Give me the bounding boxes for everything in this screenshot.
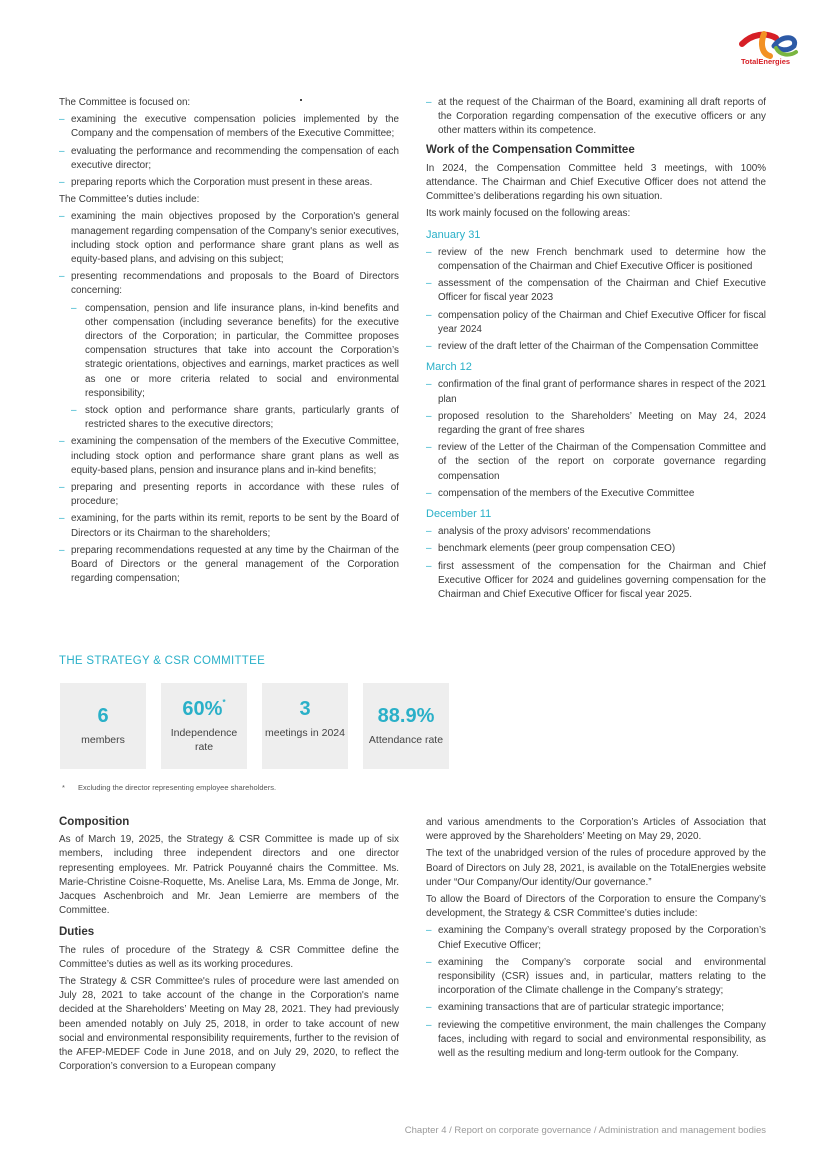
stat-value: 60%* xyxy=(182,698,226,720)
list-item: – assessment of the compensation of the Chairman and Chief Executive Officer for fiscal year 2023 xyxy=(426,277,766,305)
continued-list xyxy=(426,96,766,139)
duties-paragraph: The rules of procedure of the Strategy & CSR Committee define the Committee’s duties as well as its working procedures. xyxy=(59,944,399,970)
date-heading: January 31 xyxy=(426,228,481,241)
date-list xyxy=(426,246,766,354)
left-column-bottom xyxy=(59,815,399,1077)
section-title: THE STRATEGY & CSR COMMITTEE xyxy=(59,655,266,667)
list-item: – examining, for the parts within its remit, reports to be sent by the Board of Directors or its Chairman to the shareholders; xyxy=(59,512,399,540)
duties-paragraph: The Strategy & CSR Committee's rules of procedure were last amended on July 28, 2021 to take account of the change in the Corporation's name decided at the Shareholders’ Meeting on May 28, 2021. They had previously been amended notably on July 25, 2018, in order to take account of new social and environmental responsibility requirements, further to the revision of the AFEP-MEDEF Code in June 2018, and on July 29, 2020, to reflect the Corporation’s conversion to a European company xyxy=(59,976,399,1073)
focus-list xyxy=(59,113,399,190)
stat-value: 6 xyxy=(97,705,109,727)
composition-heading: Composition xyxy=(59,816,130,828)
duties-heading: Duties xyxy=(59,926,95,939)
list-item: – compensation of the members of the Executive Committee xyxy=(426,487,766,501)
work-heading: Work of the Compensation Committee xyxy=(426,143,635,156)
date-list xyxy=(426,525,766,602)
logo-wordmark: TotalEnergies xyxy=(741,57,791,66)
list-item: – preparing and presenting reports in accordance with these rules of procedure; xyxy=(59,481,399,509)
list-item: – examining the Company’s corporate social and environmental responsibility (CSR) issues and, in particular, matters relating to the incorporation of the Climate challenge in the Company’s strategy; xyxy=(426,956,766,999)
list-item: – benchmark elements (peer group compensation CEO) xyxy=(426,542,766,556)
duties-intro: The Committee’s duties include: xyxy=(59,194,200,206)
footnote-mark: * xyxy=(62,783,65,792)
list-item: – preparing reports which the Corporation must present in these areas. xyxy=(59,176,399,190)
list-item: – compensation policy of the Chairman and Chief Executive Officer for fiscal year 2024 xyxy=(426,309,766,337)
list-item: – at the request of the Chairman of the Board, examining all draft reports of the Corporation regarding compensation of the executive officers or any other matters within its competence. xyxy=(426,96,766,139)
list-item: – preparing recommendations requested at any time by the Chairman of the Board of Directors or the general management of the Corporation regarding compensation; xyxy=(59,544,399,587)
list-item: – review of the Letter of the Chairman of the Compensation Committee and of the section of the report on corporate governance regarding compensation xyxy=(426,441,766,484)
composition-paragraph: As of March 19, 2025, the Strategy & CSR Committee is made up of six members, including three independent directors and one director representing employees. Mr. Patrick Pouyanné chairs the Committee. Ms. Marie-Christine Coisne-Roquette, Ms. Anelise Lara, Ms. Emma de Jonge, Mr. Jacques Aschenbroich and Mr. Jean Lemierre are members of the Committee. xyxy=(59,834,399,917)
date-heading: March 12 xyxy=(426,361,472,374)
stat-card-independence xyxy=(161,683,247,769)
list-item: – review of the draft letter of the Chairman of the Compensation Committee xyxy=(426,340,766,354)
stat-card-attendance xyxy=(363,683,449,769)
work-paragraph: Its work mainly focused on the following areas: xyxy=(426,208,631,220)
right-column-bottom xyxy=(426,816,766,1064)
footnote xyxy=(62,783,276,792)
list-item-text: presenting recommendations and proposals to the Board of Directors concerning: xyxy=(71,271,399,297)
paragraph: The text of the unabridged version of the rules of procedure approved by the Board of Directors on July 28, 2021, is available on the TotalEnergies website under “Our Company/Our identity/Our governance.” xyxy=(426,848,766,888)
list-item: – review of the new French benchmark used to determine how the compensation of the Chairman and Chief Executive Officer is positioned xyxy=(426,246,766,274)
stat-label: Independence rate xyxy=(170,727,238,753)
left-column-top xyxy=(59,96,399,590)
date-list xyxy=(426,378,766,501)
stat-label: meetings in 2024 xyxy=(265,727,345,739)
list-item: – examining the main objectives proposed by the Corporation's general management regarding compensation of the Company's senior executives, including stock option and performance share grant plans as well as equity-based plans, and advising on this subject; xyxy=(59,210,399,267)
work-paragraph: In 2024, the Compensation Committee held 3 meetings, with 100% attendance. The Chairman and Chief Executive Officer does not attend the Committee’s deliberations regarding his own situation. xyxy=(426,162,766,203)
list-item: – proposed resolution to the Shareholders’ Meeting on May 24, 2024 regarding the grant of free shares xyxy=(426,410,766,438)
list-item: – examining transactions that are of particular strategic importance; xyxy=(426,1001,766,1015)
stat-value: 3 xyxy=(299,698,311,720)
stat-footnote-mark: * xyxy=(222,698,226,707)
list-item: – examining the executive compensation policies implemented by the Company and the compensation of members of the Executive Committee; xyxy=(59,113,399,141)
right-column-top xyxy=(426,96,766,605)
list-item xyxy=(59,270,399,432)
paragraph: To allow the Board of Directors of the Corporation to ensure the Company’s development, the Strategy & CSR Committee’s duties include: xyxy=(426,894,766,920)
stat-label: Attendance rate xyxy=(368,734,444,746)
strategy-duties-list xyxy=(426,924,766,1061)
intro-text: The Committee is focused on: xyxy=(59,97,191,108)
list-item: – analysis of the proxy advisors' recommendations xyxy=(426,525,766,539)
stat-value: 88.9% xyxy=(377,705,435,727)
stat-label: members xyxy=(81,734,125,746)
date-heading: December 11 xyxy=(426,508,492,521)
footnote-text: Excluding the director representing employee shareholders. xyxy=(78,783,277,792)
sub-list xyxy=(71,302,399,433)
list-item: – evaluating the performance and recommending the compensation of each executive director; xyxy=(59,145,399,173)
page-footer: Chapter 4 / Report on corporate governance / Administration and management bodies xyxy=(404,1125,766,1136)
stat-card-members xyxy=(60,683,146,769)
list-item: – examining the Company’s overall strategy proposed by the Corporation’s Chief Executive Officer; xyxy=(426,924,766,952)
duties-list xyxy=(59,210,399,586)
list-item: – reviewing the competitive environment, the main challenges the Company faces, including with regard to social and environmental responsibility, as well as the resulting medium and long-term outlook for the Company. xyxy=(426,1019,766,1062)
paragraph: and various amendments to the Corporation’s Articles of Association that were approved by the Shareholders’ Meeting on May 29, 2020. xyxy=(426,817,766,843)
sub-list-item: – compensation, pension and life insurance plans, in-kind benefits and other compensation (including severance benefits) for the executive directors of the Corporation; in particular, the Committee proposes compensation structures that take into account the Corporation’s strategic orientations, objectives and earnings, market practices as well as one or more criteria related to social and environmental responsibility; xyxy=(71,302,399,401)
stat-card-meetings xyxy=(262,683,348,769)
list-item: – examining the compensation of the members of the Executive Committee, including stock option and performance share grant plans as well as equity-based plans, pension and insurance plans and in-kind benefits; xyxy=(59,435,399,478)
list-item: – first assessment of the compensation for the Chairman and Chief Executive Officer for 2024 and guidelines governing compensation for the Chairman and Chief Executive Officer for fiscal year 2025. xyxy=(426,560,766,603)
list-item: – confirmation of the final grant of performance shares in respect of the 2021 plan xyxy=(426,378,766,406)
sub-list-item: – stock option and performance share grants, particularly grants of restricted shares to the executive directors; xyxy=(71,404,399,432)
